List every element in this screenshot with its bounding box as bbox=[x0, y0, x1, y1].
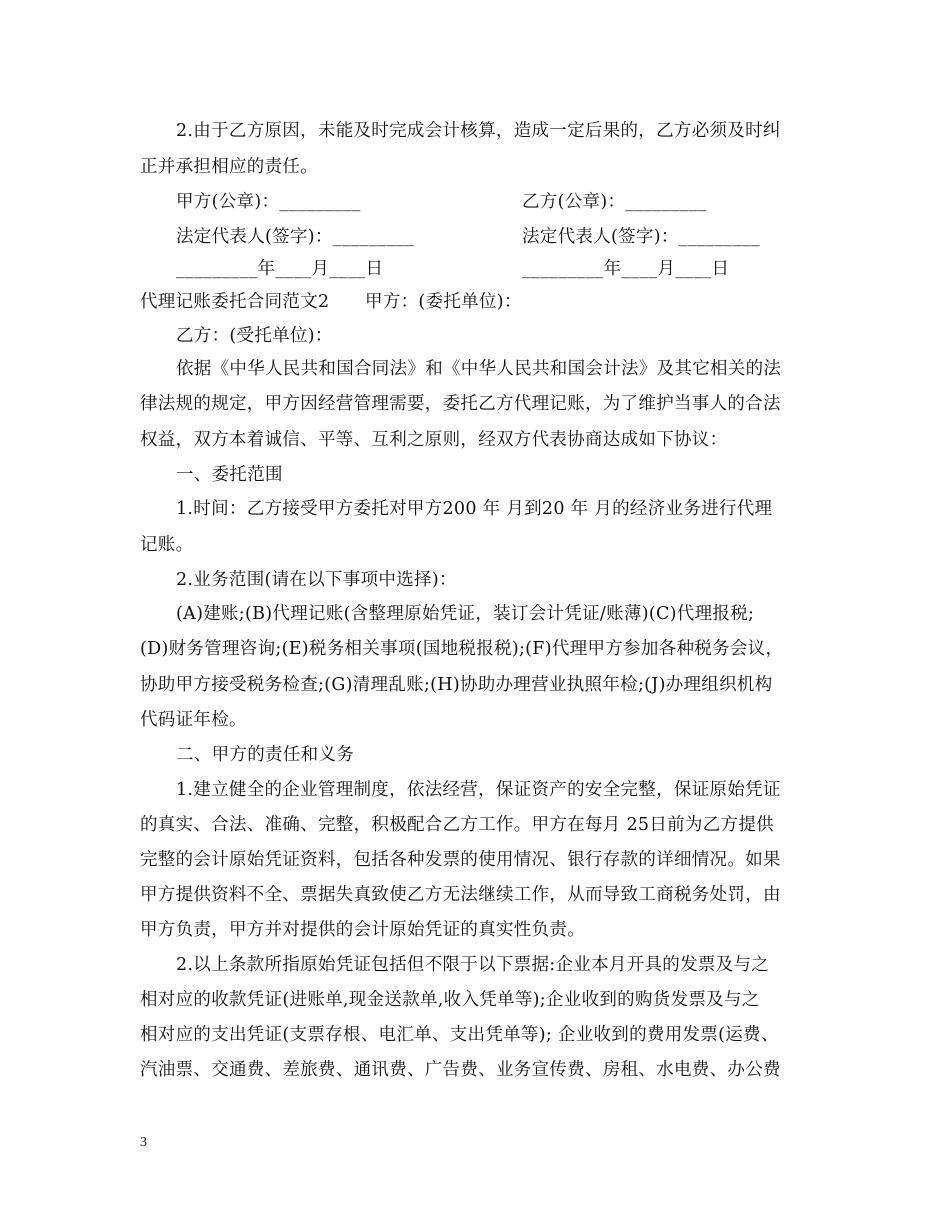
paragraph-line: 甲方提供资料不全、票据失真致使乙方无法继续工作，从而导致工商税务处罚，由 bbox=[140, 885, 781, 905]
representative-a-signature: 法定代表人(签字)：_________ bbox=[176, 227, 415, 247]
paragraph-line: 1.建立健全的企业管理制度，依法经营，保证资产的安全完整，保证原始凭证 bbox=[176, 780, 781, 800]
paragraph-line: 律法规的规定，甲方因经营管理需要，委托乙方代理记账，为了维护当事人的合法 bbox=[140, 394, 781, 414]
paragraph-line: 正并承担相应的责任。 bbox=[140, 157, 318, 177]
party-a-seal: 甲方(公章)：_________ bbox=[176, 192, 361, 212]
paragraph-line: 甲方负责，甲方并对提供的会计原始凭证的真实性负责。 bbox=[140, 920, 585, 940]
paragraph-line: 相对应的支出凭证(支票存根、电汇单、支出凭单等); 企业收到的费用发票(运费、 bbox=[140, 1025, 779, 1045]
paragraph-line: 依据《中华人民共和国合同法》和《中华人民共和国会计法》及其它相关的法 bbox=[176, 359, 782, 379]
section-title: 代理记账委托合同范文2 甲方：(委托单位)： bbox=[140, 292, 522, 312]
paragraph-line: 2.由于乙方原因，未能及时完成会计核算，造成一定后果的，乙方必须及时纠 bbox=[176, 121, 781, 141]
paragraph-line: 相对应的收款凭证(进账单,现金送款单,收入凭单等);企业收到的购货发票及与之 bbox=[140, 990, 760, 1010]
paragraph-line: 完整的会计原始凭证资料，包括各种发票的使用情况、银行存款的详细情况。如果 bbox=[140, 850, 781, 870]
paragraph-line: 协助甲方接受税务检查;(G)清理乱账;(H)协助办理营业执照年检;(J)办理组织机构 bbox=[140, 675, 773, 695]
paragraph-line: (D)财务管理咨询;(E)税务相关事项(国地税报税);(F)代理甲方参加各种税务会议， bbox=[140, 639, 784, 659]
date-b: _________年____月____日 bbox=[522, 259, 730, 279]
paragraph-line: 代码证年检。 bbox=[140, 710, 247, 730]
heading-party-a-duties: 二、甲方的责任和义务 bbox=[176, 745, 354, 765]
paragraph-line: 1.时间：乙方接受甲方委托对甲方200 年 月到20 年 月的经济业务进行代理 bbox=[176, 499, 773, 519]
representative-b-signature: 法定代表人(签字)：_________ bbox=[522, 227, 761, 247]
paragraph-line: (A)建账;(B)代理记账(含整理原始凭证，装订会计凭证/账薄)(C)代理报税; bbox=[176, 604, 755, 624]
paragraph-line: 乙方：(受托单位)： bbox=[176, 326, 333, 346]
date-a: _________年____月____日 bbox=[176, 259, 384, 279]
paragraph-line: 汽油票、交通费、差旅费、通讯费、广告费、业务宣传费、房租、水电费、办公费 bbox=[140, 1060, 781, 1080]
heading-entrust-scope: 一、委托范围 bbox=[176, 465, 283, 485]
paragraph-line: 2.以上条款所指原始凭证包括但不限于以下票据:企业本月开具的发票及与之 bbox=[176, 955, 770, 975]
party-b-seal: 乙方(公章)：_________ bbox=[522, 192, 707, 212]
paragraph-line: 的真实、合法、准确、完整，积极配合乙方工作。甲方在每月 25日前为乙方提供 bbox=[140, 815, 774, 835]
page-number: 3 bbox=[140, 1135, 147, 1150]
paragraph-line: 权益，双方本着诚信、平等、互利之原则，经双方代表协商达成如下协议： bbox=[140, 430, 728, 450]
paragraph-line: 2.业务范围(请在以下事项中选择)： bbox=[176, 570, 457, 590]
paragraph-line: 记账。 bbox=[140, 535, 194, 555]
